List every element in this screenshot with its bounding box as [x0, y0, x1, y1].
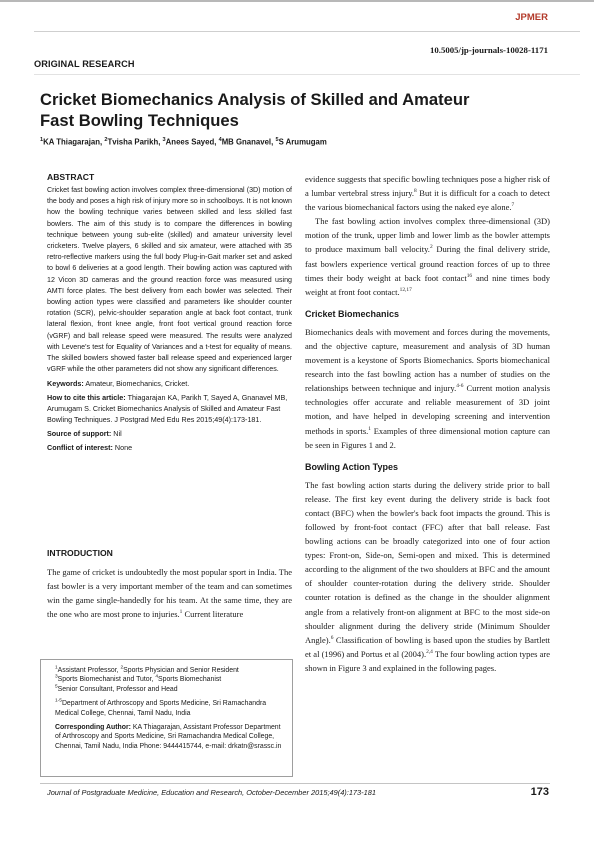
author-3-name: Anees Sayed	[165, 137, 215, 147]
section-divider	[34, 74, 580, 75]
affiliation-department: $^{1-5}$Department of Arthroscopy and Sports Medicine, Sri Ramachandra Medical College, Chennai, Tamil Nadu, India	[55, 698, 267, 717]
author-1-name: KA Thiagarajan	[43, 137, 101, 147]
keywords-value: Amateur, Biomechanics, Cricket.	[85, 379, 190, 389]
author-1-number: 1	[40, 137, 44, 143]
journal-tag: JPMER	[515, 12, 548, 23]
cite-value: Thiagarajan KA, Parikh T, Sayed A, Gnanavel MB, Arumugam S. Cricket Biomechanics Analysis of Skilled and Amateur Fast Bowling Techniques. J Postgrad Med Edu Res 2015;49(4):173-181.	[47, 393, 288, 425]
cite-line	[47, 392, 292, 425]
author-list: $^1$KA Thiagarajan, $^2$Tvisha Parikh, $^3$Anees Sayed, $^4$MB Gnanavel, $^5$S Arumugam	[40, 137, 327, 147]
corresponding-label: Corresponding Author:	[55, 724, 131, 732]
support-label: Source of support:	[47, 429, 112, 439]
author-5-number: 5	[275, 137, 279, 143]
right-paragraph-2: The fast bowling action involves complex three-dimensional (3D) motion of the trunk, upper limb and lower limb as the bowler attempts to produce maximum ball velocity.$^2$ During the final delivery stride, fast bowlers experience vertical ground reaction forces of up to three times their body weight at back foot contact$^{16}$ and nine times body weight at front foot contact.$^{12,17}$	[305, 216, 551, 297]
introduction-heading: INTRODUCTION	[47, 548, 113, 558]
bowling-action-types-text: The fast bowling action starts during the delivery stride prior to ball release. The first key event during the delivery stride is back foot contact (BFC) when the bowler's back foot impacts the ground. This is followed by front-foot contact (FFC) after that ball release. Fast bowling actions can be broadly categorized into one of four action types: Front-on, Side-on, Semi-open and mixed. This is determined according to the alignment of the two shoulders at BFC and the amount of shoulder counter-rotation during the delivery stride. Shoulder counter rotation is defined as the change in the shoulder alignment angle from a relatively front-on alignment at BFC to the most side-on shoulder alignment during the delivery stride (Minimum Shoulder Angle).$^6$ Classification of bowling is based upon the studies by Bartlett et al (1996) and Portus et al (2004).$^{2,4}$ The four bowling action types are shown in Figure 3 and explained in the following pages.	[305, 479, 551, 673]
conflict-line	[47, 442, 292, 453]
abstract-heading: ABSTRACT	[47, 172, 95, 182]
support-line	[47, 428, 292, 439]
author-2-name: Tvisha Parikh	[107, 137, 159, 147]
introduction-text: The game of cricket is undoubtedly the most popular sport in India. The fast bowler is a very important member of the team and can sometimes win the game single-handedly for his team. At the same time, they are the one who are most prone to injuries.$^1$ Current literature	[47, 567, 292, 620]
affiliation-line-3: $^5$Senior Consultant, Professor and Head	[55, 684, 178, 693]
header-divider	[34, 31, 580, 32]
right-column	[305, 172, 550, 675]
affiliation-line-2: $^3$Sports Biomechanist and Tutor, $^4$Sports Biomechanist	[55, 675, 222, 684]
cite-label: How to cite this article:	[47, 393, 126, 403]
right-paragraph-1: evidence suggests that specific bowling techniques pose a higher risk of a lumbar vertebral stress injury.$^8$ But it is difficult for a coach to detect the various biomechanical factors using the naked eye alone.$^7$	[305, 174, 550, 213]
affiliation-line-1: $^1$Assistant Professor, $^2$Sports Physician and Senior Resident	[55, 665, 239, 674]
corresponding-value: KA Thiagarajan, Assistant Professor Department of Arthroscopy and Sports Medicine, Sri Ramachandra Medical College, Chennai, Tamil Nadu, India Phone: 9444415744, e-mail: drkatn@srassc.in	[55, 724, 282, 750]
author-4-number: 4	[218, 137, 222, 143]
doi[interactable]: 10.5005/jp-journals-10028-1171	[429, 45, 548, 55]
support-value: Nil	[113, 429, 122, 439]
article-title: Cricket Biomechanics Analysis of Skilled and Amateur Fast Bowling Techniques	[40, 90, 470, 130]
cricket-biomechanics-text: Biomechanics deals with movement and forces during the movements, and the objective capture, measurement and analysis of 3D human movement is a keystone of Sports Biomechanics. Sports biomechanical research into the fast bowling action has a number of studies on the relationships between technique and injury.$^{4-6}$ Current motion analysis technologies offer accurate and reliable measurement of 3D joint motion, and have helped in developing screening and intervention methods in sports.$^1$ Examples of three dimensional motion capture can be seen in Figures 1 and 2.	[305, 326, 551, 450]
footer-divider	[40, 783, 550, 784]
bowling-action-types-heading: Bowling Action Types	[305, 461, 399, 472]
affiliations-box	[40, 659, 293, 777]
footer-journal: Journal of Postgraduate Medicine, Education and Research, October-December 2015;49(4):173-181	[47, 788, 376, 797]
top-rule	[0, 0, 594, 2]
section-label: ORIGINAL RESEARCH	[34, 59, 135, 69]
conflict-label: Conflict of interest:	[47, 443, 113, 453]
corresponding-author	[55, 723, 286, 751]
cricket-biomechanics-heading: Cricket Biomechanics	[305, 308, 400, 319]
keywords-line	[47, 378, 292, 389]
author-5-name: S Arumugam	[278, 137, 327, 147]
abstract-section	[47, 172, 292, 453]
keywords-label: Keywords:	[47, 379, 84, 389]
abstract-text: Cricket fast bowling action involves complex three-dimensional (3D) motion of the body and poses a high risk of injury more so in schoolboys. It is not known how the bowling technique varies between skilled and less skilled fast bowlers. The aim of this study is to compare the differences in bowling technique between young sub-elite (skilled) and amateur university level cricketers. Twelve players, 6 skilled and six amateur, were attached with 35 retro-reflective markers using the full body Plug-in-Gait marker set and asked to bowl 6 deliveries at a good length. Their bowling action was captured with 12 Vicon 3D cameras and the ground reaction force was measured using AMTI force plates. The best delivery from each bowler was selected. Their bowling action types were classified and parameters like shoulder counter rotation (SCR), pelvic-shoulder separation angle at back foot contact, trunk lateral flexion, front knee angle, front foot vertical ground reaction force (vGRF) and ball release speed were measured. The results were analyzed with Levene's test for Equality of Variances and a t-test for equality of means. The skilled bowlers showed faster ball release speed and experienced larger vGRF while the other parameters did not show any significant differences.	[47, 186, 292, 374]
author-4-name: MB Gnanavel	[221, 137, 272, 147]
author-3-number: 3	[162, 137, 166, 143]
page-number: 173	[530, 786, 549, 798]
conflict-value: None	[114, 443, 133, 453]
author-2-number: 2	[104, 137, 108, 143]
